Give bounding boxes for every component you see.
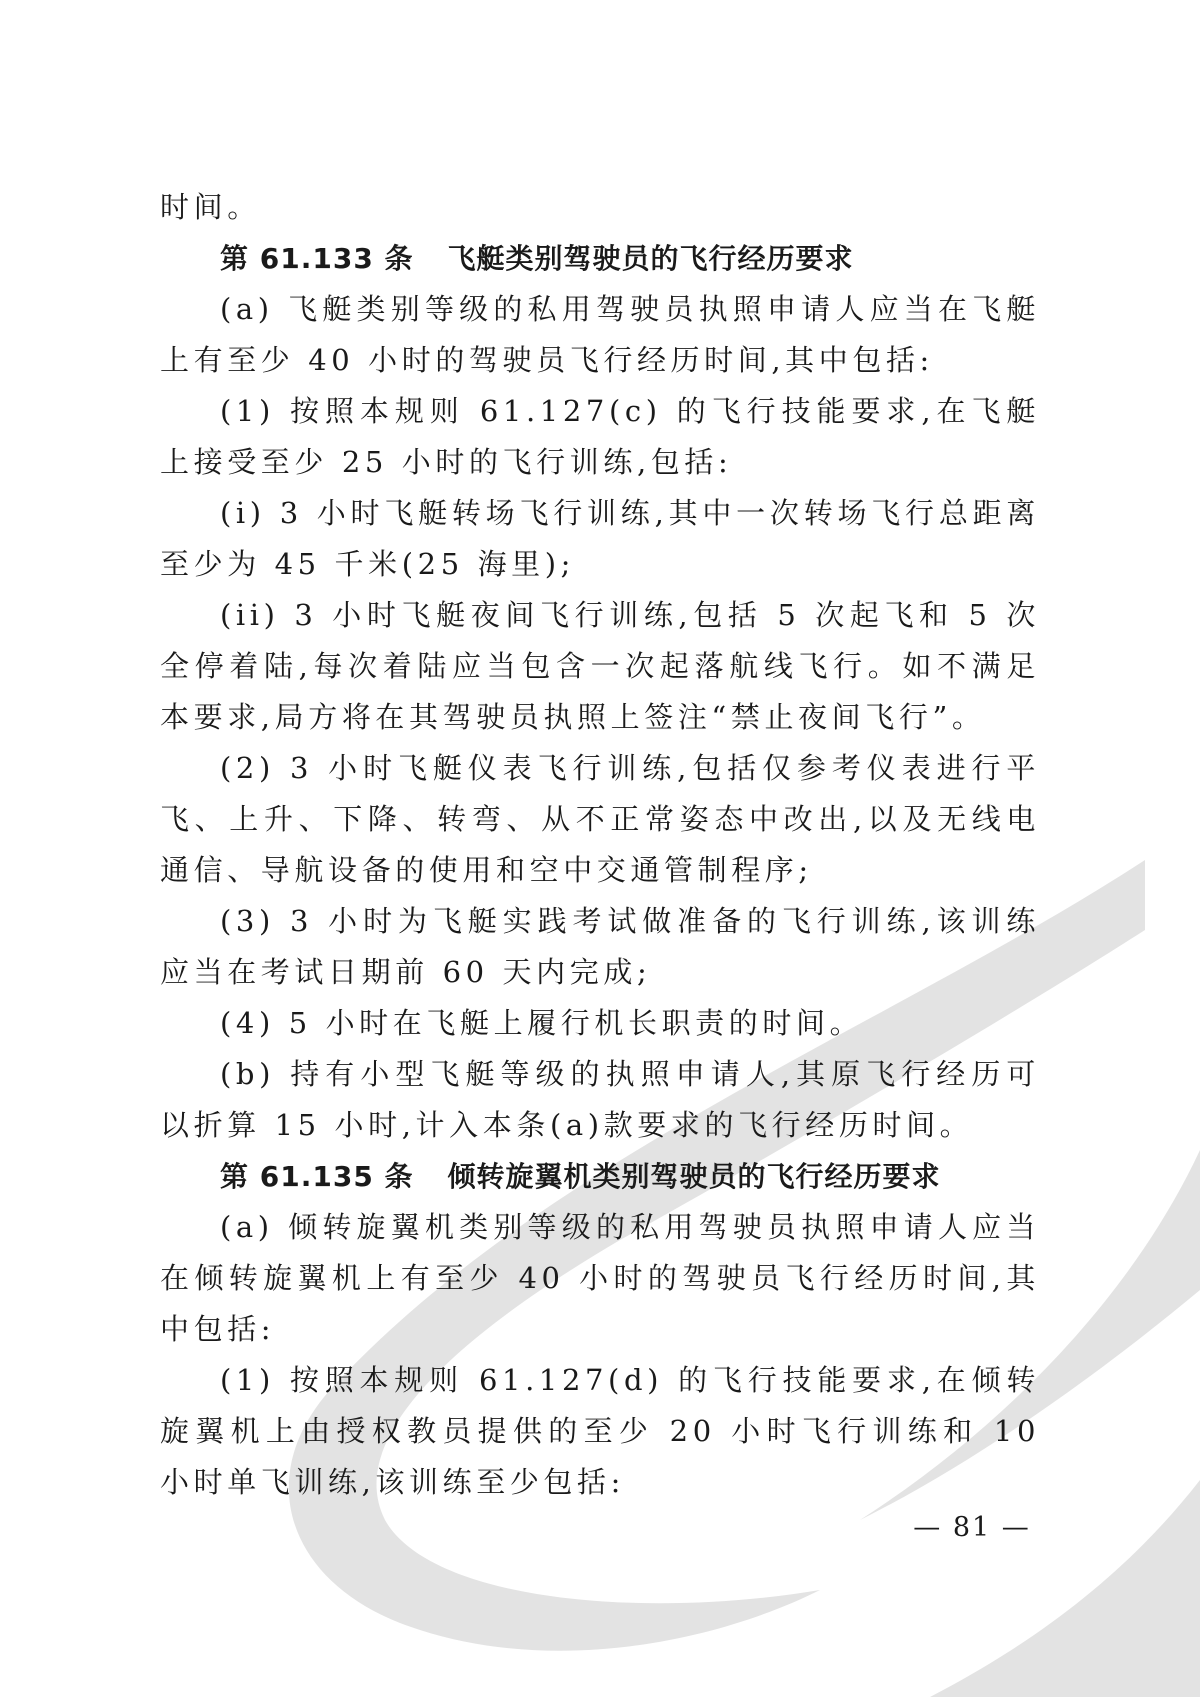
article-title: 倾转旋翼机类别驾驶员的飞行经历要求 <box>447 1160 941 1193</box>
continued-text: 时间。 <box>160 190 261 224</box>
paragraph: (2) 3 小时飞艇仪表飞行训练,包括仅参考仪表进行平飞、上升、下降、转弯、从不正常姿态中改出,以及无线电通信、导航设备的使用和空中交通管制程序; <box>160 751 1040 887</box>
paragraph: (1) 按照本规则 61.127(c) 的飞行技能要求,在飞艇上接受至少 25 小时的飞行训练,包括: <box>160 394 1040 479</box>
paragraph: (a) 倾转旋翼机类别等级的私用驾驶员执照申请人应当在倾转旋翼机上有至少 40 小时的驾驶员飞行经历时间,其中包括: <box>160 1210 1040 1346</box>
article-number: 第 61.133 条 <box>220 242 414 275</box>
paragraph: (ii) 3 小时飞艇夜间飞行训练,包括 5 次起飞和 5 次全停着陆,每次着陆应当包含一次起落航线飞行。如不满足本要求,局方将在其驾驶员执照上签注“禁止夜间飞行”。 <box>160 598 1040 734</box>
paragraph: (3) 3 小时为飞艇实践考试做准备的飞行训练,该训练应当在考试日期前 60 天内完成; <box>160 904 1040 989</box>
paragraph: (b) 持有小型飞艇等级的执照申请人,其原飞行经历可以折算 15 小时,计入本条(a)款要求的飞行经历时间。 <box>160 1057 1040 1142</box>
paragraph: (4) 5 小时在飞艇上履行机长职责的时间。 <box>220 1006 864 1040</box>
paragraph: (1) 按照本规则 61.127(d) 的飞行技能要求,在倾转旋翼机上由授权教员提供的至少 20 小时飞行训练和 10 小时单飞训练,该训练至少包括: <box>160 1363 1040 1499</box>
paragraph: (i) 3 小时飞艇转场飞行训练,其中一次转场飞行总距离至少为 45 千米(25 海里); <box>160 496 1040 581</box>
paragraph: (a) 飞艇类别等级的私用驾驶员执照申请人应当在飞艇上有至少 40 小时的驾驶员飞行经历时间,其中包括: <box>160 292 1040 377</box>
article-title: 飞艇类别驾驶员的飞行经历要求 <box>447 242 854 275</box>
page-number: — 81 — <box>913 1512 1031 1543</box>
document-body <box>160 182 1040 1508</box>
article-number: 第 61.135 条 <box>220 1160 414 1193</box>
article-heading <box>160 233 1040 284</box>
article-heading <box>160 1151 1040 1202</box>
